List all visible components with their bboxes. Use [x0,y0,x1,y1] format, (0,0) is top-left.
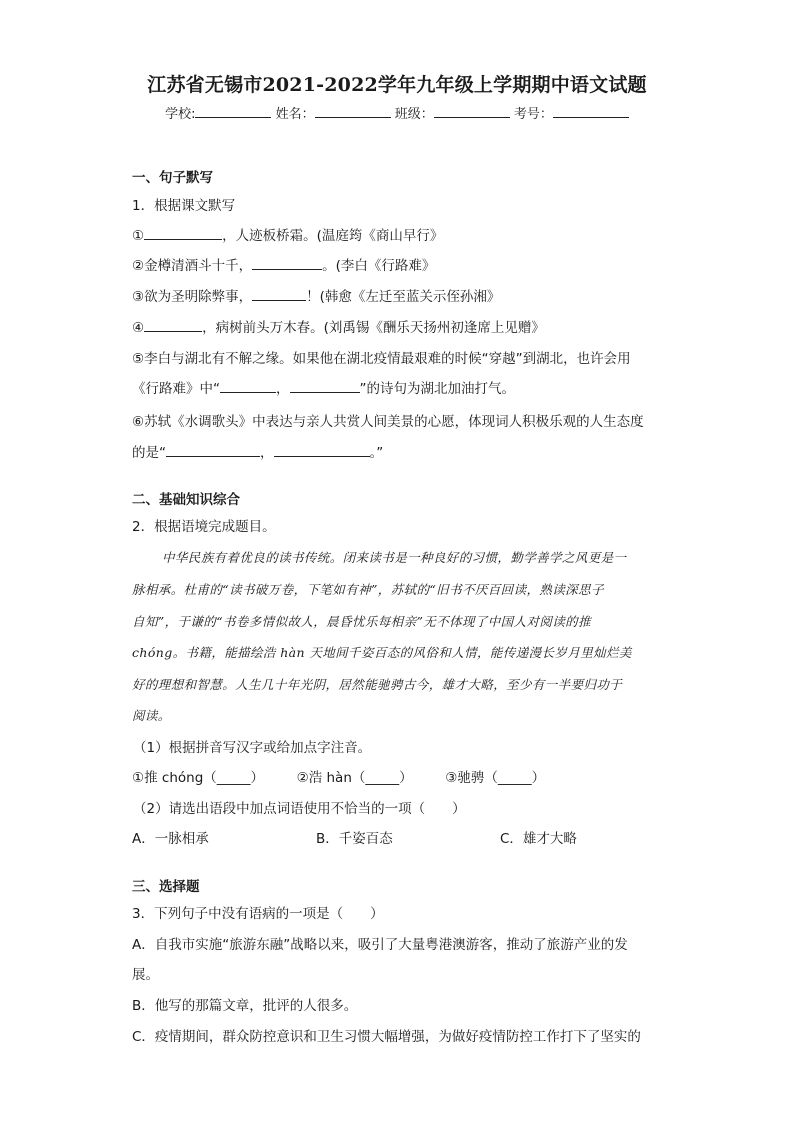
item-5-text-a: 《行路难》中“ [132,381,220,397]
item-3-prefix: ③欲为圣明除弊事， [132,289,253,305]
answer-blank: _____ [216,770,251,786]
sub-question-2: （2）请选出语段中加点词语使用不恰当的一项（ ） [133,801,466,817]
class-label: 班级： [394,107,434,122]
pinyin-label: ②浩 hàn [296,770,352,786]
section3-heading: 三、选择题 [132,879,200,895]
answer-blank [144,330,202,332]
item-5-text-c: ”的诗句为湖北加油打气。 [359,381,515,397]
item-4-suffix: ，病树前头万木春。(刘禹锡《酬乐天扬州初逢席上见赠》 [202,320,545,336]
name-blank [315,116,391,118]
item-6-line2 [132,441,383,461]
section1-heading: 一、句子默写 [132,170,213,186]
page-title: 江苏省无锡市2021-2022学年九年级上学期期中语文试题 [147,74,647,96]
pinyin-label: ③驰骋 [445,770,485,786]
passage-line: 中华民族有着优良的读书传统。闭来读书是一种良好的习惯，勤学善学之风更是一 [162,550,627,565]
item-6-text-c: 。” [369,445,384,461]
item-5-line2 [132,377,515,397]
student-info-row [0,103,794,122]
pinyin-item-2: ②浩 hàn（_____） [296,770,413,786]
question-2: 2．根据语境完成题目。 [132,519,276,535]
answer-blank [252,299,306,301]
answer-blank [252,268,322,270]
pinyin-row [132,766,545,786]
pinyin-item-3: ③驰骋（_____） [445,770,546,786]
item-2-suffix: 。(李白《行路难》 [322,258,436,274]
answer-blank [290,391,360,393]
item-2 [132,254,435,274]
pinyin-label: ①推 chóng [132,770,204,786]
passage-line: chóng。书籍，能描绘浩 hàn 天地间千姿百态的风俗和人情，能传递漫长岁月里灿烂美 [132,645,632,660]
option-a-line1: A．自我市实施“旅游东融”战略以来，吸引了大量粤港澳游客，推动了旅游产业的发 [132,937,628,953]
passage-line: 阅读。 [132,708,171,723]
item-1 [132,224,443,244]
item-3 [132,285,500,305]
option-c: C．雄才大略 [500,831,577,847]
question-1: 1．根据课文默写 [132,198,236,214]
answer-blank [166,455,260,457]
item-4 [132,316,545,336]
item-6-line1: ⑥苏轼《水调歌头》中表达与亲人共赏人间美景的心愿，体现词人积极乐观的人生态度 [132,414,644,430]
school-blank [195,116,271,118]
pinyin-item-1: ①推 chóng（_____） [132,770,265,786]
item-5-text-b: ， [276,381,290,397]
option-c-line1: C．疫情期间，群众防控意识和卫生习惯大幅增强，为做好疫情防控工作打下了坚实的 [132,1029,641,1045]
passage-line: 自知”，于谦的“书卷多情似故人，晨昏忧乐每相亲”无不体现了中国人对阅读的推 [132,614,591,629]
id-blank [553,116,629,118]
sub-question-1: （1）根据拼音写汉字或给加点字注音。 [133,740,372,756]
answer-blank [274,455,370,457]
answer-blank: _____ [365,770,400,786]
question-3: 3．下列句子中没有语病的一项是（ ） [132,906,384,922]
option-a-line2: 展。 [132,967,159,983]
option-b: B．他写的那篇文章，批评的人很多。 [132,998,358,1014]
class-blank [434,116,510,118]
item-4-prefix: ④ [132,320,145,336]
name-label: 姓名： [275,107,315,122]
id-label: 考号： [513,107,553,122]
item-1-prefix: ① [132,228,145,244]
section2-heading: 二、基础知识综合 [132,492,240,508]
answer-blank [220,391,276,393]
item-6-text-b: ， [260,445,274,461]
school-label: 学校: [165,107,196,122]
option-b: B．千姿百态 [316,831,393,847]
item-1-suffix: ，人迹板桥霜。(温庭筠《商山早行》 [222,228,444,244]
answer-blank: _____ [497,770,532,786]
option-a: A．一脉相承 [132,831,209,847]
passage-line: 好的理想和智慧。人生几十年光阴，居然能驰骋古今，雄才大略，至少有一半要归功于 [132,677,623,692]
item-6-text-a: 的是“ [132,445,166,461]
item-2-prefix: ②金樽清酒斗十千， [132,258,253,274]
answer-blank [144,238,222,240]
item-3-suffix: ！(韩愈《左迁至蓝关示侄孙湘》 [306,289,501,305]
item-5-line1: ⑤李白与湖北有不解之缘。如果他在湖北疫情最艰难的时候“穿越”到湖北，也许会用 [132,351,631,367]
passage-line: 脉相承。杜甫的“读书破万卷，下笔如有神”，苏轼的“旧书不厌百回读，熟读深思子 [132,582,604,597]
